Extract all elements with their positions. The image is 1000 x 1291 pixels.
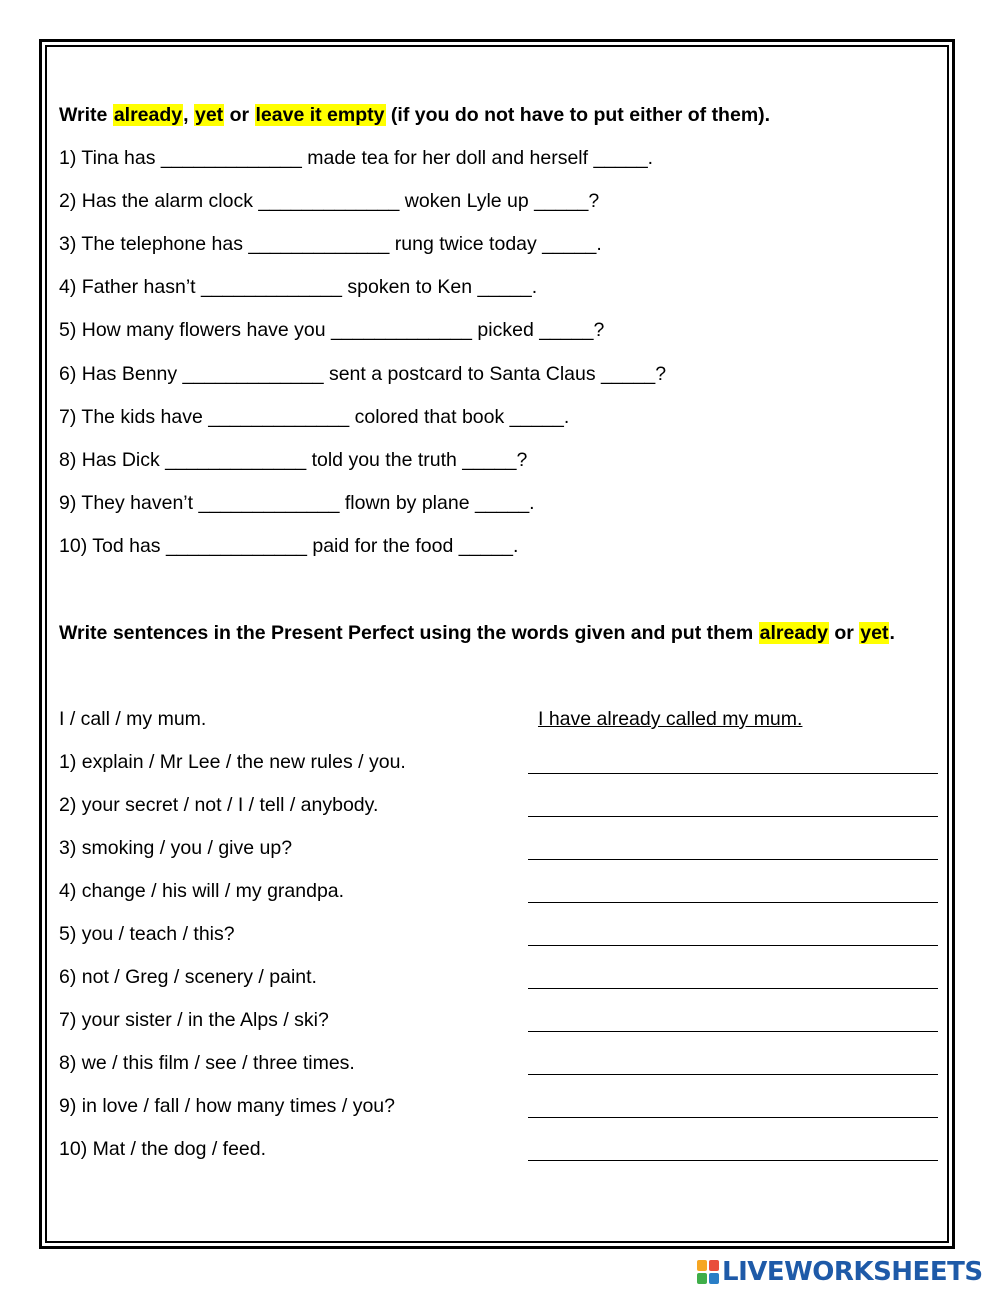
exercise2-prompt: 5) you / teach / this? [59, 923, 235, 945]
highlight-leave-it-empty: leave it empty [255, 104, 385, 126]
highlight-already: already [759, 622, 828, 644]
highlight-yet: yet [860, 622, 889, 644]
example-prompt: I / call / my mum. [59, 708, 207, 730]
answer-line[interactable] [528, 1074, 938, 1075]
highlight-yet: yet [194, 104, 224, 126]
liveworksheets-logo[interactable] [697, 1259, 983, 1285]
answer-line[interactable] [528, 1031, 938, 1032]
exercise1-item[interactable]: 2) Has the alarm clock _____________ woken Lyle up _____? [59, 190, 600, 212]
exercise2-prompt: 8) we / this film / see / three times. [59, 1052, 355, 1074]
exercise1-item[interactable]: 7) The kids have _____________ colored that book _____. [59, 406, 570, 428]
section1-instruction: Write already, yet or leave it empty (if you do not have to put either of them). [59, 104, 771, 126]
exercise2-prompt: 10) Mat / the dog / feed. [59, 1138, 267, 1160]
exercise1-item[interactable]: 6) Has Benny _____________ sent a postcard to Santa Claus _____? [59, 363, 667, 385]
exercise2-prompt: 1) explain / Mr Lee / the new rules / you. [59, 751, 406, 773]
example-answer: I have already called my mum. [538, 708, 803, 730]
exercise1-item[interactable]: 4) Father hasn’t _____________ spoken to Ken _____. [59, 276, 538, 298]
exercise1-item[interactable]: 9) They haven’t _____________ flown by plane _____. [59, 492, 535, 514]
highlight-already: already [113, 104, 183, 126]
exercise2-prompt: 6) not / Greg / scenery / paint. [59, 966, 317, 988]
exercise1-item[interactable]: 1) Tina has _____________ made tea for her doll and herself _____. [59, 147, 654, 169]
answer-line[interactable] [528, 988, 938, 989]
liveworksheets-logo-icon [697, 1260, 719, 1284]
exercise1-item[interactable]: 3) The telephone has _____________ rung twice today _____. [59, 233, 602, 255]
answer-line[interactable] [528, 945, 938, 946]
exercise1-item[interactable]: 8) Has Dick _____________ told you the truth _____? [59, 449, 528, 471]
answer-line[interactable] [528, 773, 938, 774]
exercise2-prompt: 2) your secret / not / I / tell / anybody. [59, 794, 379, 816]
answer-line[interactable] [528, 1117, 938, 1118]
answer-line[interactable] [528, 1160, 938, 1161]
exercise1-item[interactable]: 10) Tod has _____________ paid for the food _____. [59, 535, 519, 557]
section2-instruction: Write sentences in the Present Perfect using the words given and put them already or yet. [59, 622, 895, 644]
exercise2-prompt: 7) your sister / in the Alps / ski? [59, 1009, 329, 1031]
exercise2-prompt: 3) smoking / you / give up? [59, 837, 293, 859]
answer-line[interactable] [528, 859, 938, 860]
liveworksheets-logo-text: LIVEWORKSHEETS [722, 1257, 983, 1287]
exercise1-item[interactable]: 5) How many flowers have you _____________ picked _____? [59, 319, 605, 341]
answer-line[interactable] [528, 902, 938, 903]
exercise2-prompt: 4) change / his will / my grandpa. [59, 880, 345, 902]
exercise2-prompt: 9) in love / fall / how many times / you? [59, 1095, 395, 1117]
answer-line[interactable] [528, 816, 938, 817]
